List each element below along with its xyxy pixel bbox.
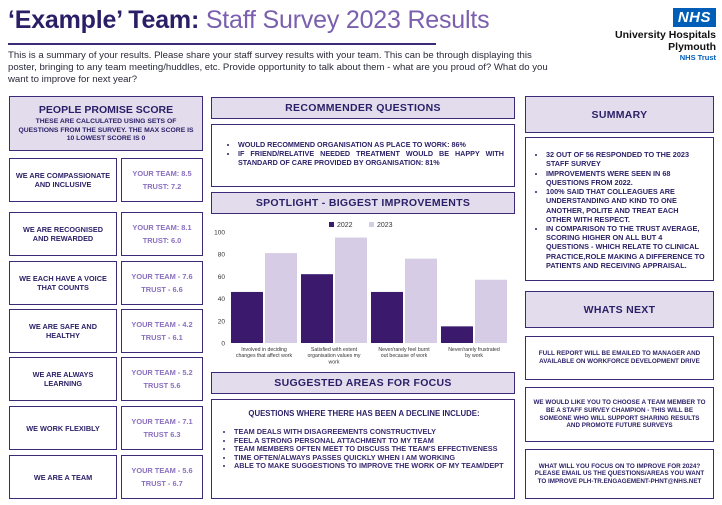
suggested-header: SUGGESTED AREAS FOR FOCUS [211,372,515,394]
logo-line-1: University Hospitals [615,29,716,41]
nhs-logo [588,8,716,68]
trust-score: TRUST 6.3 [143,430,181,439]
summary-item: • 32 OUT OF 56 RESPONDED TO THE 2023 STAFF SURVEY [546,150,705,168]
spotlight-header: SPOTLIGHT - BIGGEST IMPROVEMENTS [211,192,515,214]
trust-score: TRUST - 6.6 [141,285,183,294]
x-tick-label-line: organisation values my [307,353,361,360]
recommender-item: • IF FRIEND/RELATIVE NEEDED TREATMENT WOULD BE HAPPY WITH STANDARD OF CARE PROVIDED BY ORGANISATION: 81% [238,150,504,168]
promise-label: WE ARE SAFE AND HEALTHY [9,309,117,353]
y-tick-label: 40 [217,296,225,304]
recommender-item: • WOULD RECOMMEND ORGANISATION AS PLACE TO WORK: 86% [238,141,504,150]
x-tick-label-line: Never/rarely feel burnt [378,347,430,353]
suggested-intro: QUESTIONS WHERE THERE HAS BEEN A DECLINE INCLUDE: [248,409,480,418]
promise-score [121,357,203,401]
summary-item: • IMPROVEMENTS WERE SEEN IN 68 QUESTIONS FROM 2022. [546,169,705,187]
bar-2022 [301,274,333,343]
y-tick-label: 60 [217,273,225,281]
bar-2022 [441,326,473,343]
promise-score [121,309,203,353]
people-promise-description: THESE ARE CALCULATED USING SETS OF QUESTIONS FROM THE SURVEY. THE MAX SCORE IS 10 LOWEST SCORE IS 0 [18,118,194,142]
summary-box [525,137,714,281]
whats-next-item: FULL REPORT WILL BE EMAILED TO MANAGER AND AVAILABLE ON WORKFORCE DEVELOPMENT DRIVE [525,336,714,380]
bar-2022 [371,292,403,343]
promise-label: WE EACH HAVE A VOICE THAT COUNTS [9,261,117,305]
bar-2023 [405,259,437,343]
x-tick-label [378,347,430,359]
page-title [8,6,489,35]
suggested-item: • ABLE TO MAKE SUGGESTIONS TO IMPROVE THE WORK OF MY TEAM/DEPT [234,462,506,471]
bar-2022 [231,292,263,343]
legend-label: 2022 [337,222,353,229]
x-tick-label-line: changes that affect work [235,353,293,360]
team-score: YOUR TEAM: 8.1 [132,223,192,232]
team-score: YOUR TEAM - 7.1 [131,417,193,426]
promise-label: WE ARE COMPASSIONATE AND INCLUSIVE [9,158,117,202]
promise-score [121,406,203,450]
trust-score: TRUST - 6.1 [141,333,183,342]
logo-line-2: Plymouth [668,41,716,53]
whats-next-item: WHAT WILL YOU FOCUS ON TO IMPROVE FOR 2024? PLEASE EMAIL US THE QUESTIONS/AREAS YOU WANT TO IMPROVE PLH-TR.ENGAGEMENT-PHNT@NHS.NET [525,449,714,499]
suggested-item: • TEAM DEALS WITH DISAGREEMENTS CONSTRUCTIVELY [234,428,506,437]
legend-label: 2023 [377,222,393,229]
nhs-mark: NHS [673,8,716,27]
team-score: YOUR TEAM: 8.5 [132,169,192,178]
promise-label: WE ARE A TEAM [9,455,117,499]
y-tick-label: 0 [221,340,225,348]
bar-2023 [475,280,507,343]
summary-item: • 100% SAID THAT COLLEAGUES ARE UNDERSTANDING AND KIND TO ONE ANOTHER, POLITE AND TREAT EACH OTHER WITH RESPECT. [546,187,705,223]
team-score: YOUR TEAM - 4.2 [131,320,193,329]
team-score: YOUR TEAM - 5.2 [131,368,193,377]
recommender-box [211,124,515,187]
suggested-item: • FEEL A STRONG PERSONAL ATTACHMENT TO MY TEAM [234,437,506,446]
legend-swatch [329,222,334,227]
x-tick-label-line: out because of work [380,353,428,360]
summary-header: SUMMARY [525,96,714,133]
x-tick-label-line: Satisfied with extent [310,347,358,353]
y-tick-label: 20 [217,318,225,326]
bar-2023 [335,238,367,343]
y-tick-label: 100 [214,229,225,237]
x-tick-label-line: by work [465,353,483,360]
suggested-item: • TIME OFTEN/ALWAYS PASSES QUICKLY WHEN I AM WORKING [234,454,506,463]
promise-score [121,158,203,202]
whats-next-header: WHATS NEXT [525,291,714,328]
title-team: ‘Example’ Team: [8,6,200,34]
x-tick-label [448,347,500,359]
intro-text: This is a summary of your results. Please share your staff survey results with your team. This can be through displaying this poster, bringing to any team meeting/huddles, etc. Provide opportunity to talk about them - what are you proud of? What do you want to improve for next year? [8,50,548,86]
logo-line-3: NHS Trust [679,53,716,62]
promise-score [121,261,203,305]
y-tick-label: 80 [217,251,225,259]
promise-score [121,212,203,256]
trust-score: TRUST: 6.0 [142,236,182,245]
people-promise-header [9,96,203,151]
recommender-header: RECOMMENDER QUESTIONS [211,97,515,119]
legend-swatch [369,222,374,227]
suggested-item: • TEAM MEMBERS OFTEN MEET TO DISCUSS THE TEAM'S EFFECTIVENESS [234,445,506,454]
trust-score: TRUST: 7.2 [142,182,182,191]
trust-score: TRUST 5.6 [143,381,181,390]
team-score: YOUR TEAM - 7.6 [131,272,193,281]
promise-score [121,455,203,499]
x-tick-label-line: Never/rarely frustrated [448,347,500,353]
people-promise-title: PEOPLE PROMISE SCORE [38,104,174,116]
team-score: YOUR TEAM - 5.6 [131,466,193,475]
improvements-chart [211,216,515,368]
x-tick-label-line: work [328,359,340,366]
title-underline [8,43,436,45]
x-tick-label [236,347,293,359]
trust-score: TRUST - 6.7 [141,479,183,488]
whats-next-item: WE WOULD LIKE YOU TO CHOOSE A TEAM MEMBER TO BE A STAFF SURVEY CHAMPION - THIS WILL BE SOMEONE WHO WILL SUPPORT SHARING RESULTS AND PROMOTE FUTURE SURVEYS [525,387,714,442]
summary-item: • IN COMPARISON TO THE TRUST AVERAGE, SCORING HIGHER ON ALL BUT 4 QUESTIONS - WHICH RELATE TO CLINICAL PRACTICE,ROLE MAKING A DIFFERENCE TO PATIENTS AND RECEIVING APPRAISAL. [546,224,705,269]
promise-label: WE ARE RECOGNISED AND REWARDED [9,212,117,256]
promise-label: WE ARE ALWAYS LEARNING [9,357,117,401]
bar-2023 [265,253,297,343]
title-rest: Staff Survey 2023 Results [199,6,490,34]
suggested-box [211,399,515,499]
x-tick-label-line: Involved in deciding [241,347,287,353]
x-tick-label [307,347,360,365]
promise-label: WE WORK FLEXIBLY [9,406,117,450]
